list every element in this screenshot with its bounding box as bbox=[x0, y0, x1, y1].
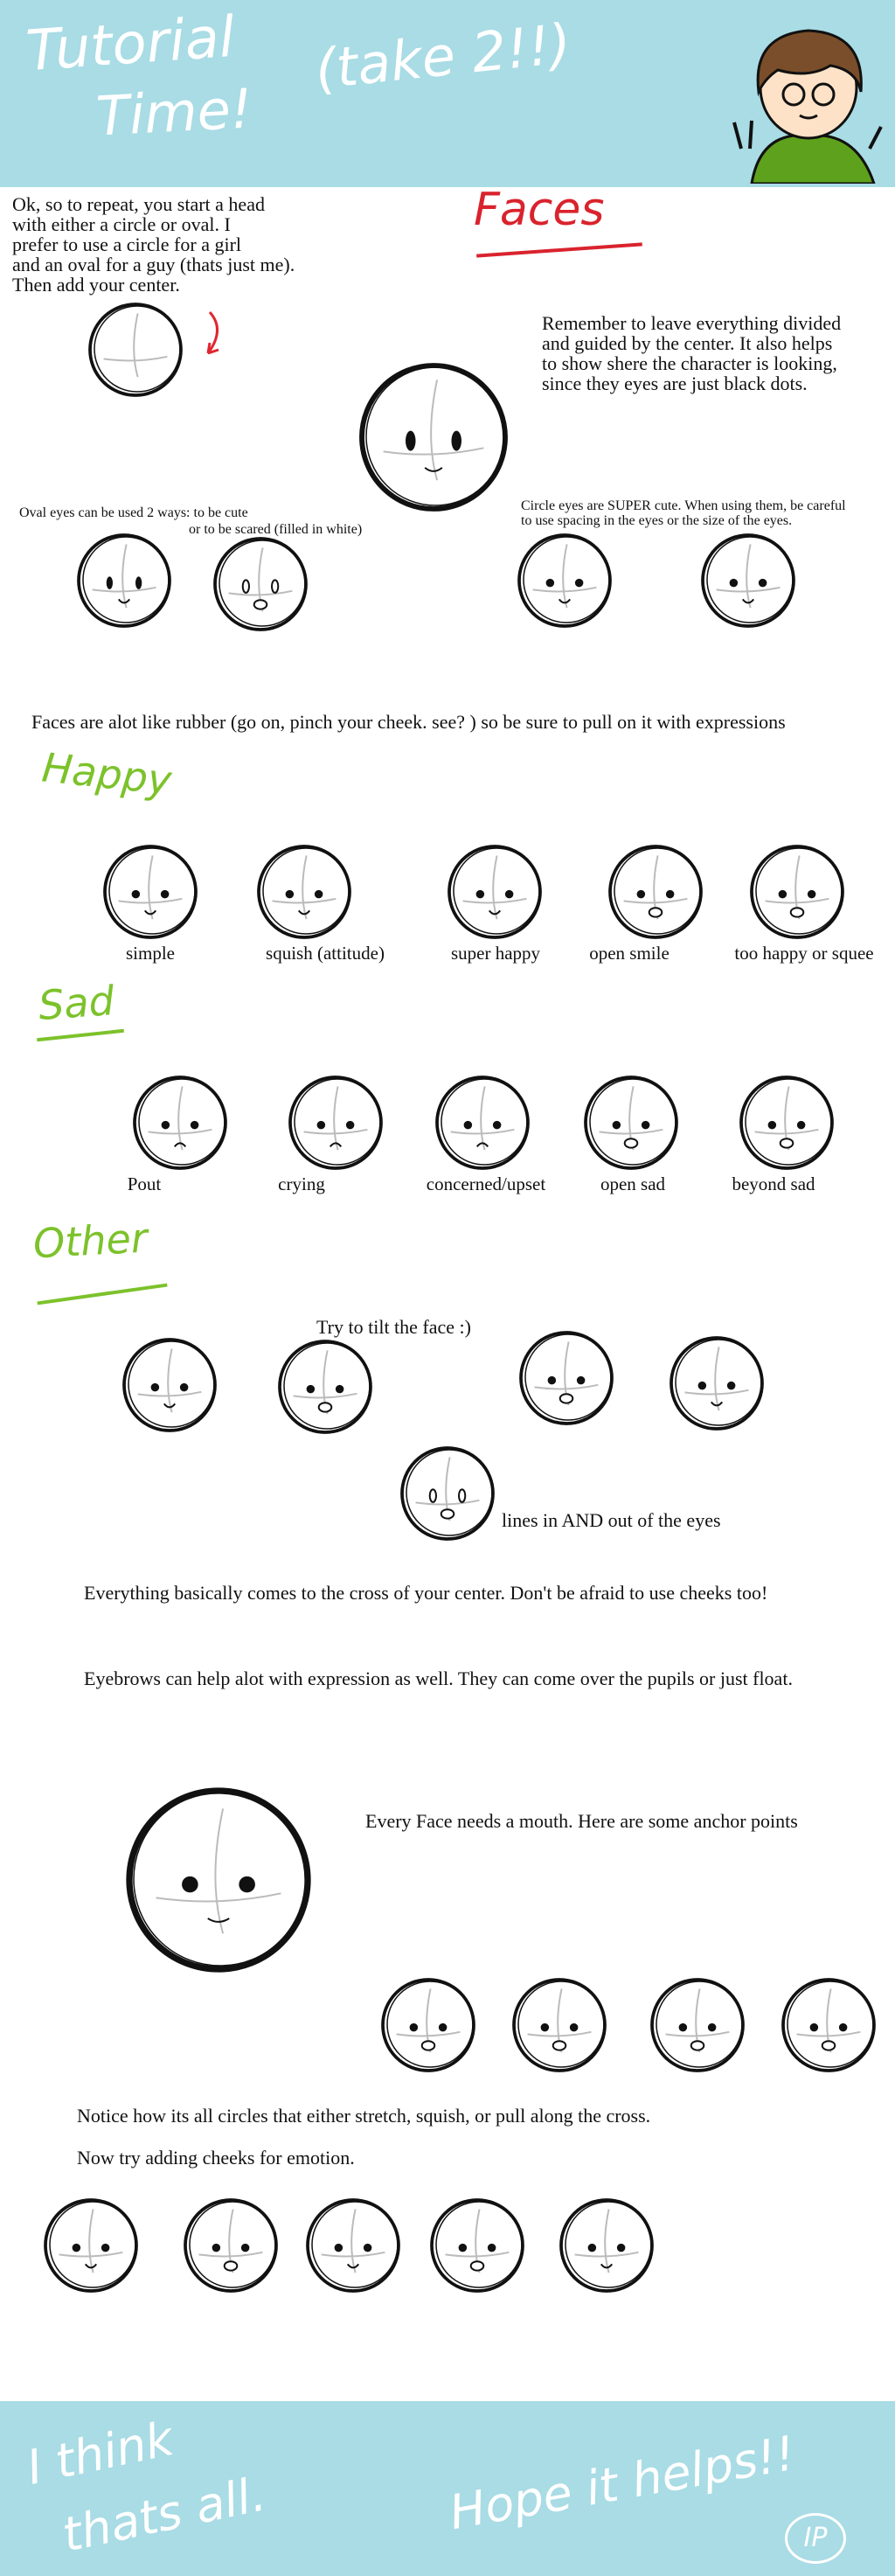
face-cheeks-3 bbox=[299, 2191, 407, 2300]
face-cheeks-2 bbox=[177, 2191, 285, 2300]
happy-heading: Happy bbox=[39, 743, 174, 804]
face-anchor-4 bbox=[774, 1971, 883, 2079]
face-happy-5 bbox=[743, 838, 851, 946]
face-anchor-big bbox=[121, 1782, 316, 1978]
faces-heading: Faces bbox=[474, 184, 605, 236]
face-sad-1 bbox=[126, 1069, 234, 1177]
circle-note: Circle eyes are SUPER cute. When using them, be careful to use spacing in the eyes or the size of the eyes. bbox=[521, 498, 846, 528]
intro-text: Ok, so to repeat, you start a head with either a circle or oval. I prefer to use a circle for a girl and an oval for a guy (thats just me). Then add your center. bbox=[12, 193, 295, 296]
happy-caption-open-smile: open smile bbox=[589, 943, 670, 964]
cross-note: Everything basically comes to the cross of your center. Don't be afraid to use cheeks too! bbox=[84, 1582, 768, 1604]
face-sad-4 bbox=[577, 1069, 685, 1177]
face-happy-4 bbox=[601, 838, 710, 946]
happy-caption-squish: squish (attitude) bbox=[266, 943, 385, 964]
face-cheeks-5 bbox=[552, 2191, 661, 2300]
footer-banner bbox=[0, 2401, 895, 2576]
sad-caption-concerned: concerned/upset bbox=[426, 1173, 546, 1194]
face-other-2 bbox=[271, 1333, 379, 1441]
other-heading: Other bbox=[31, 1214, 149, 1268]
face-oval-scared bbox=[206, 530, 315, 638]
face-sad-3 bbox=[428, 1069, 537, 1177]
face-starter bbox=[81, 296, 190, 404]
face-other-4 bbox=[663, 1329, 771, 1438]
face-other-1 bbox=[115, 1331, 224, 1439]
tilt-note: Try to tilt the face :) bbox=[316, 1316, 471, 1338]
title-subtitle: (take 2!!) bbox=[311, 10, 574, 102]
guided-note: Remember to leave everything divided and guided by the center. It also helps to show shere the character is looking, since they eyes are just black dots. bbox=[542, 312, 842, 394]
face-main bbox=[353, 357, 514, 518]
sad-caption-pout: Pout bbox=[127, 1173, 162, 1194]
face-sad-2 bbox=[281, 1069, 390, 1177]
face-anchor-1 bbox=[374, 1971, 482, 2079]
red-arrow-icon bbox=[199, 308, 234, 360]
signature: IP bbox=[785, 2513, 846, 2564]
face-other-3 bbox=[512, 1324, 621, 1432]
sad-heading: Sad bbox=[37, 977, 116, 1029]
face-cheeks-1 bbox=[37, 2191, 145, 2300]
oval-note-2: or to be scared (filled in white) bbox=[189, 522, 363, 537]
face-sad-5 bbox=[732, 1069, 841, 1177]
face-anchor-2 bbox=[505, 1971, 614, 2079]
cheeks-note: Now try adding cheeks for emotion. bbox=[77, 2147, 355, 2169]
face-anchor-3 bbox=[643, 1971, 752, 2079]
footer-line-2: thats all. bbox=[58, 2466, 271, 2563]
face-happy-1 bbox=[96, 838, 205, 946]
sad-caption-crying: crying bbox=[278, 1173, 325, 1194]
footer-line-1: I think bbox=[22, 2411, 178, 2496]
circles-note: Notice how its all circles that either stretch, squish, or pull along the cross. bbox=[77, 2105, 651, 2127]
eyebrow-note: Eyebrows can help alot with expression as well. They can come over the pupils or just float. bbox=[84, 1667, 793, 1689]
oval-note-1: Oval eyes can be used 2 ways: to be cute bbox=[19, 505, 248, 520]
other-heading-underline bbox=[37, 1284, 167, 1305]
faces-heading-underline bbox=[476, 242, 642, 257]
face-cheeks-4 bbox=[423, 2191, 531, 2300]
header-banner bbox=[0, 0, 895, 187]
avatar bbox=[725, 17, 892, 184]
face-oval-cute bbox=[70, 526, 178, 635]
happy-caption-too-happy: too happy or squee bbox=[734, 943, 874, 964]
mouth-note: Every Face needs a mouth. Here are some anchor points bbox=[365, 1810, 798, 1832]
sad-heading-underline bbox=[37, 1029, 124, 1041]
lines-note: lines in AND out of the eyes bbox=[502, 1509, 721, 1531]
happy-caption-simple: simple bbox=[126, 943, 175, 964]
face-tilt-lines bbox=[393, 1439, 502, 1548]
face-happy-3 bbox=[441, 838, 549, 946]
face-happy-2 bbox=[250, 838, 358, 946]
sad-caption-open-sad: open sad bbox=[600, 1173, 666, 1194]
sad-caption-beyond-sad: beyond sad bbox=[732, 1173, 815, 1194]
footer-line-3: Hope it helps!! bbox=[445, 2425, 800, 2541]
title-line-2: Time! bbox=[94, 76, 254, 149]
face-circle-1 bbox=[510, 526, 619, 635]
face-circle-2 bbox=[694, 526, 802, 635]
title-line-1: Tutorial bbox=[24, 4, 237, 85]
rubber-note: Faces are alot like rubber (go on, pinch your cheek. see? ) so be sure to pull on it with expressions bbox=[31, 711, 786, 733]
happy-caption-super-happy: super happy bbox=[450, 943, 541, 964]
